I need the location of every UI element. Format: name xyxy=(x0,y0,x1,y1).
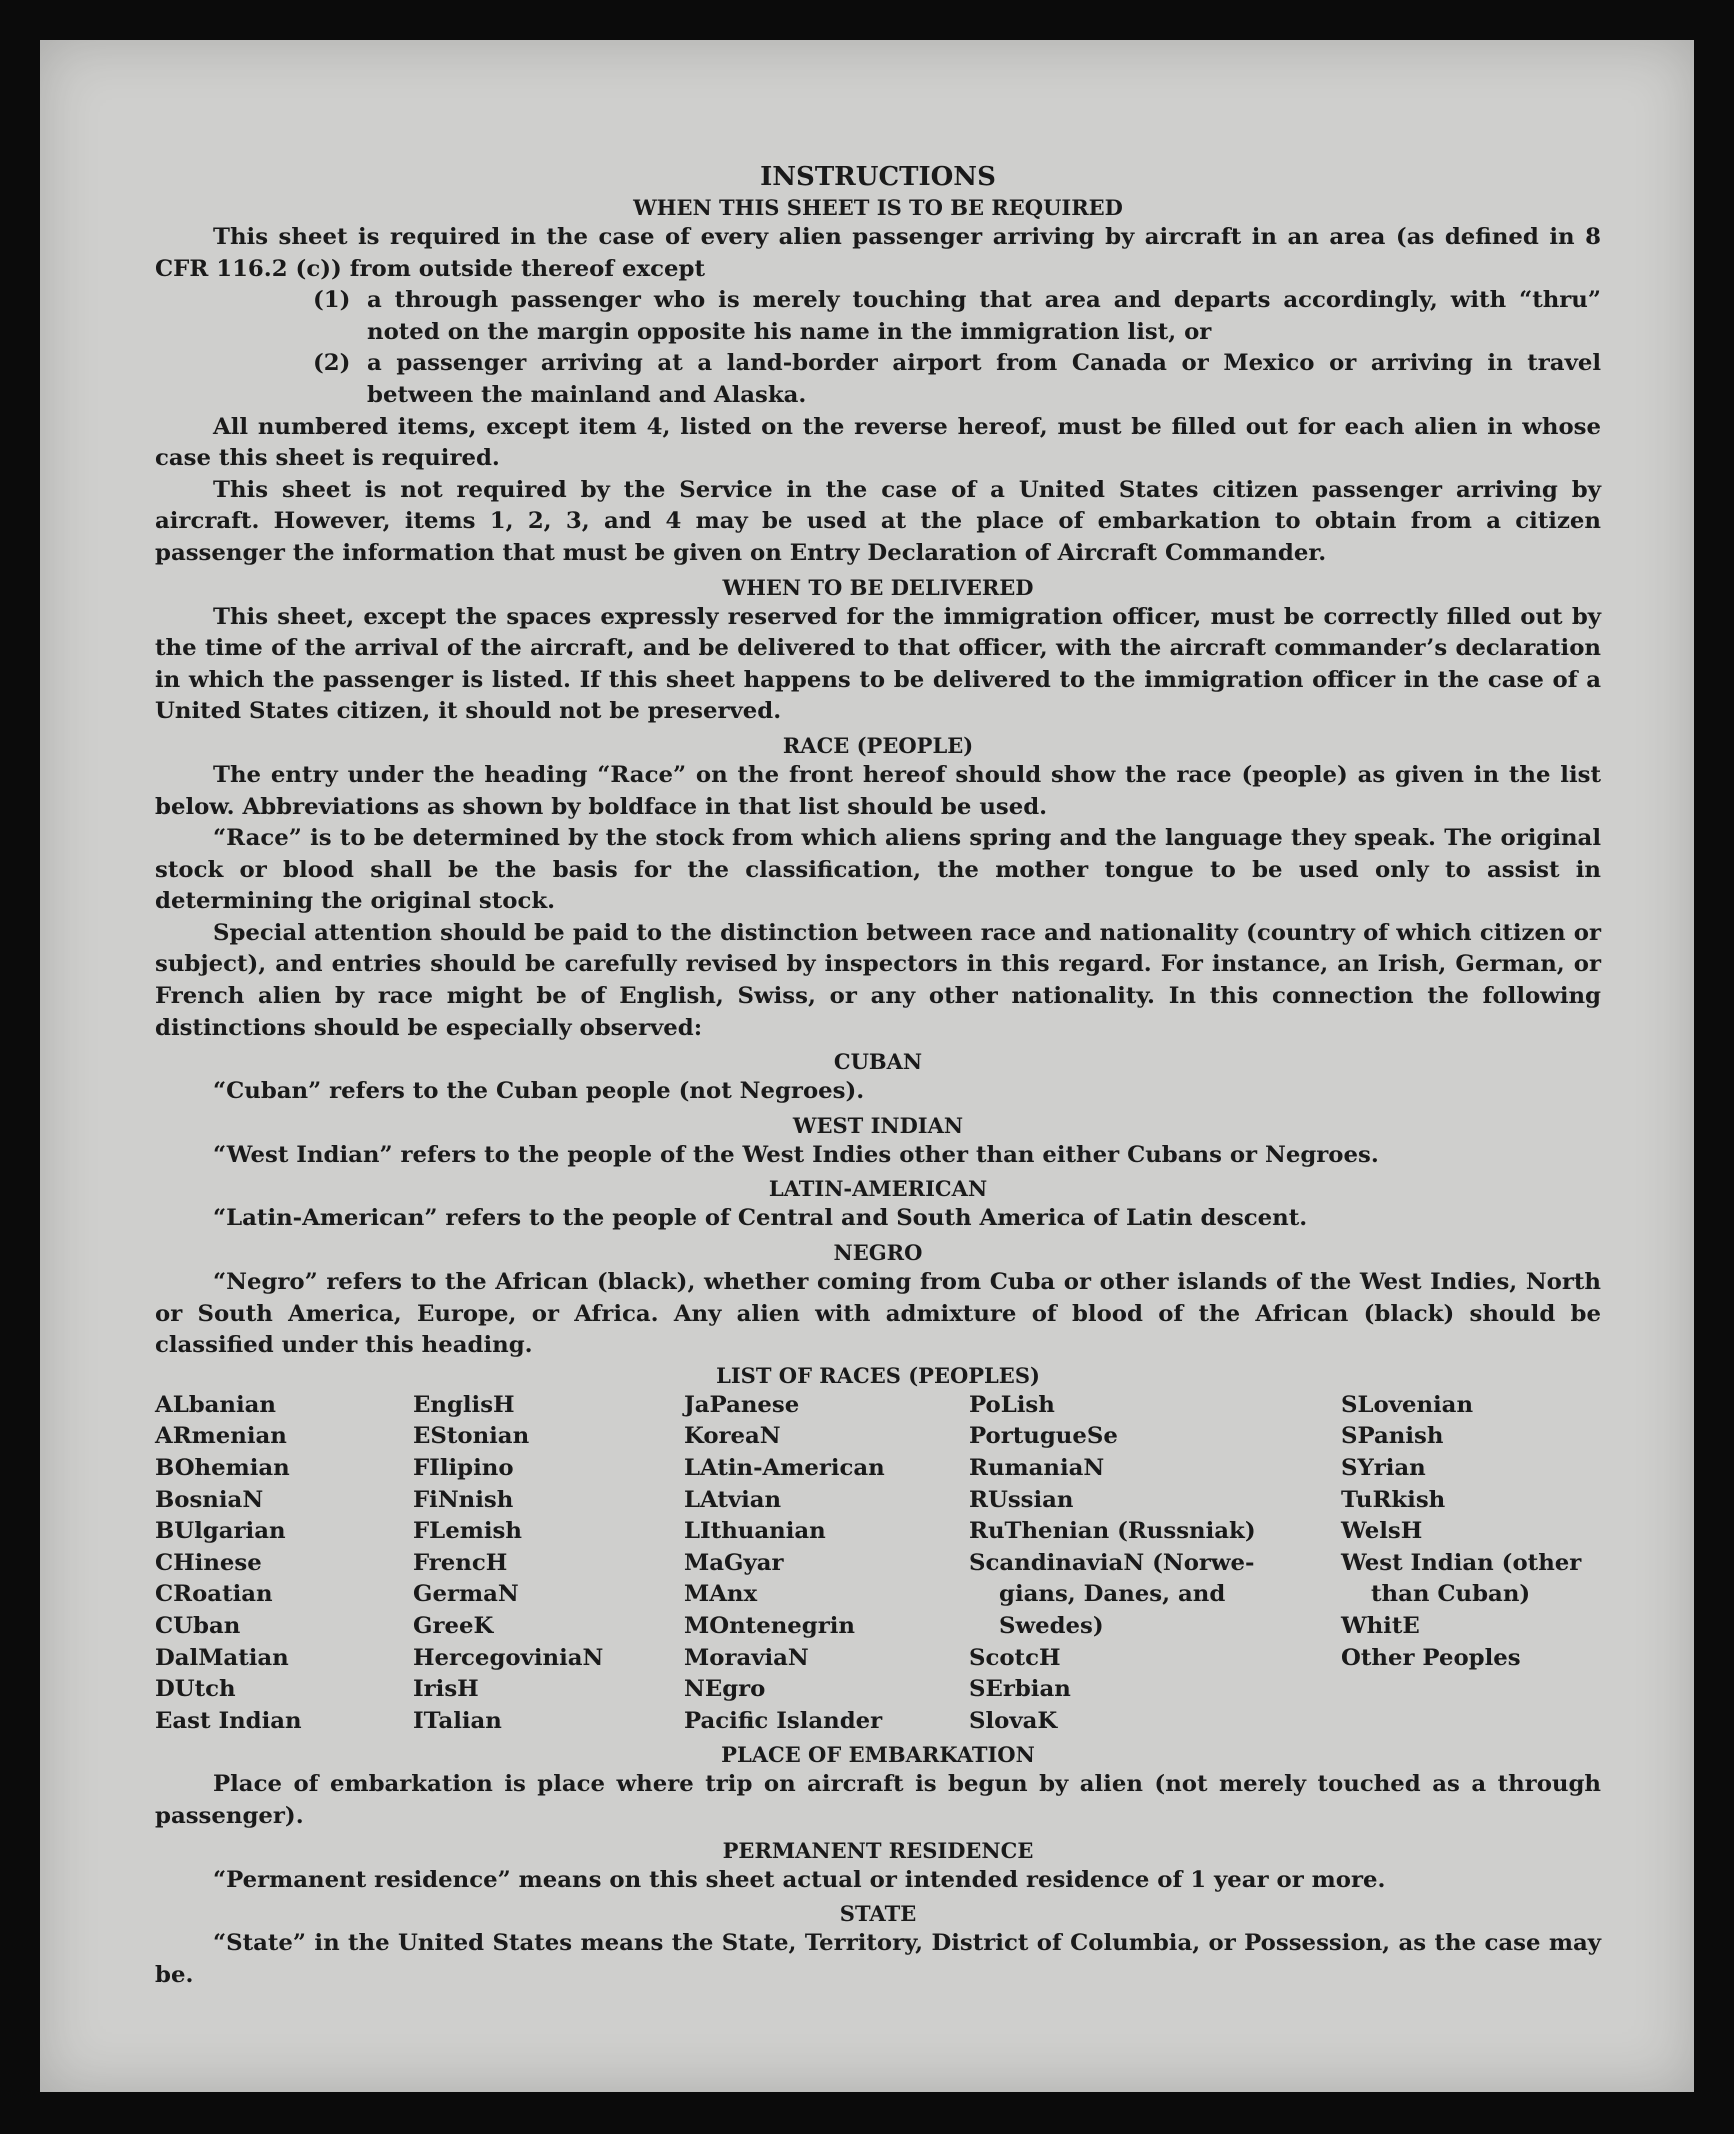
race-item: EStonian xyxy=(413,1423,530,1450)
heading-race: RACE (PEOPLE) xyxy=(782,732,974,758)
race-item-continued: than Cuban) xyxy=(1371,1581,1531,1608)
paragraph-when-delivered: This sheet, except the spaces expressly reserved for the immigration officer, must be correctly filled out by the time of the arrival of the aircraft, and be delivered to that officer, with the aircraft commander’s declaration in which the passenger is listed. If this sheet happens to be delivered to the immigration officer in the case of a United States citizen, it should not be preserved. xyxy=(155,603,1601,725)
race-item-continued: Swedes) xyxy=(999,1612,1104,1639)
race-list-column-1 xyxy=(155,1390,413,1738)
heading-west-indian: WEST INDIAN xyxy=(792,1112,964,1138)
race-item: East Indian xyxy=(155,1707,302,1734)
race-item: ITalian xyxy=(413,1707,502,1734)
race-item: ScandinaviaN (Norwe- xyxy=(969,1549,1255,1576)
exception-item-1 xyxy=(313,285,1601,348)
race-item: FIlipino xyxy=(413,1455,514,1481)
race-item: HercegoviniaN xyxy=(413,1644,604,1671)
heading-when-delivered: WHEN TO BE DELIVERED xyxy=(722,574,1034,600)
definition-latin-american: “Latin-American” refers to the people of Central and South America of Latin descent. xyxy=(213,1205,1308,1232)
race-item: GreeK xyxy=(413,1612,494,1639)
paragraph-when-required-intro: This sheet is required in the case of every alien passenger arriving by aircraft in an area (as defined in 8 CFR 116.2 (c)) from outside thereof except xyxy=(155,224,1601,282)
race-list-column-3 xyxy=(684,1390,969,1738)
race-item: RUssian xyxy=(969,1486,1074,1513)
race-item: KoreaN xyxy=(684,1423,781,1450)
race-list-column-2 xyxy=(413,1390,684,1738)
race-item-continued: gians, Danes, and xyxy=(999,1581,1226,1608)
race-item: LAtvian xyxy=(684,1486,782,1513)
heading-cuban: CUBAN xyxy=(833,1049,923,1075)
race-item: BOhemian xyxy=(155,1455,290,1481)
exception-item-text: a through passenger who is merely touching that area and departs accordingly, with “thru” noted on the margin opposite his name in the immigration list, or xyxy=(367,287,1601,345)
race-item: FiNnish xyxy=(413,1486,514,1513)
race-item: GermaN xyxy=(413,1581,519,1608)
race-item: TuRkish xyxy=(1341,1486,1446,1513)
document-sheet xyxy=(40,40,1694,2092)
heading-negro: NEGRO xyxy=(833,1240,923,1266)
race-item: BUlgarian xyxy=(155,1518,286,1545)
race-list-column-4 xyxy=(969,1390,1341,1738)
race-item: DUtch xyxy=(155,1676,236,1703)
paragraph-citizen-passenger: This sheet is not required by the Service in the case of a United States citizen passenger arriving by aircraft. However, items 1, 2, 3, and 4 may be used at the place of embarkation to obtain from a citizen passenger the information that must be given on Entry Declaration of Aircraft Commander. xyxy=(155,476,1601,566)
race-item: SYrian xyxy=(1341,1455,1426,1481)
race-item: EnglisH xyxy=(413,1391,515,1418)
paragraph-embarkation: Place of embarkation is place where trip on aircraft is begun by alien (not merely touched as a through passenger). xyxy=(155,1771,1601,1829)
heading-latin-american: LATIN-AMERICAN xyxy=(768,1176,988,1202)
race-list-column-5 xyxy=(1341,1390,1601,1738)
race-item: PortugueSe xyxy=(969,1423,1118,1450)
race-item: ARmenian xyxy=(155,1423,287,1450)
race-item: BosniaN xyxy=(155,1486,264,1513)
race-item: RuThenian (Russniak) xyxy=(969,1518,1256,1545)
paragraph-race-2: “Race” is to be determined by the stock from which aliens spring and the language they speak. The original stock or blood shall be the basis for the classification, the mother tongue to be used only to assist in determining the original stock. xyxy=(155,825,1601,915)
race-item: PoLish xyxy=(969,1391,1055,1418)
race-item: FLemish xyxy=(413,1518,522,1545)
race-item: NEgro xyxy=(684,1676,766,1703)
paragraph-state: “State” in the United States means the State, Territory, District of Columbia, or Possession, as the case may be. xyxy=(155,1930,1601,1988)
heading-permanent-residence: PERMANENT RESIDENCE xyxy=(722,1837,1034,1863)
race-item: ALbanian xyxy=(155,1391,277,1418)
race-item: WelsH xyxy=(1341,1518,1423,1545)
race-item: Pacific Islander xyxy=(684,1707,883,1734)
race-item: MoraviaN xyxy=(684,1644,809,1671)
race-item: LIthuanian xyxy=(684,1518,826,1545)
definition-negro: “Negro” refers to the African (black), whether coming from Cuba or other islands of the West Indies, North or South America, Europe, or Africa. Any alien with admixture of blood of the African (black) should be classified under this heading. xyxy=(155,1269,1601,1359)
exception-item-number: (1) xyxy=(313,287,351,314)
race-item: IrisH xyxy=(413,1676,479,1703)
race-item: WhitE xyxy=(1341,1612,1420,1639)
paragraph-race-3: Special attention should be paid to the distinction between race and nationality (country of which citizen or subject), and entries should be carefully revised by inspectors in this regard. For instance, an Irish, German, or French alien by race might be of English, Swiss, or any other nationality. In this connection the following distinctions should be especially observed: xyxy=(155,919,1601,1041)
heading-place-of-embarkation: PLACE OF EMBARKATION xyxy=(721,1742,1035,1768)
race-item: MaGyar xyxy=(684,1549,784,1576)
race-item: MOntenegrin xyxy=(684,1612,855,1639)
instructions-content xyxy=(155,160,1601,1991)
exception-item-2 xyxy=(313,348,1601,411)
race-item: LAtin-American xyxy=(684,1455,885,1481)
definition-west-indian: “West Indian” refers to the people of the West Indies other than either Cubans or Negroes. xyxy=(213,1141,1379,1168)
heading-when-required: WHEN THIS SHEET IS TO BE REQUIRED xyxy=(633,195,1123,220)
race-item: FrencH xyxy=(413,1549,508,1576)
race-item: SPanish xyxy=(1341,1423,1444,1450)
race-item: SLovenian xyxy=(1341,1391,1474,1418)
race-item: MAnx xyxy=(684,1581,758,1608)
race-item: SErbian xyxy=(969,1676,1071,1703)
race-item: CRoatian xyxy=(155,1581,273,1608)
heading-state: STATE xyxy=(839,1901,917,1927)
exception-item-number: (2) xyxy=(313,350,351,377)
race-item: DalMatian xyxy=(155,1644,289,1671)
race-item: JaPanese xyxy=(684,1391,800,1418)
race-item: ScotcH xyxy=(969,1644,1061,1671)
race-item: Other Peoples xyxy=(1341,1644,1521,1671)
race-item: CHinese xyxy=(155,1549,262,1576)
definition-cuban: “Cuban” refers to the Cuban people (not Negroes). xyxy=(213,1078,865,1105)
race-item: CUban xyxy=(155,1612,241,1639)
exception-item-text: a passenger arriving at a land-border airport from Canada or Mexico or arriving in travel between the mainland and Alaska. xyxy=(367,350,1601,408)
race-item: RumaniaN xyxy=(969,1455,1105,1481)
paragraph-race-1: The entry under the heading “Race” on the front hereof should show the race (people) as given in the list below. Abbreviations as shown by boldface in that list should be used. xyxy=(155,761,1601,820)
race-item: SlovaK xyxy=(969,1707,1058,1734)
race-item: West Indian (other xyxy=(1341,1549,1582,1576)
paragraph-numbered-items: All numbered items, except item 4, listed on the reverse hereof, must be filled out for each alien in whose case this sheet is required. xyxy=(155,413,1601,472)
page-title: INSTRUCTIONS xyxy=(760,162,996,192)
heading-list-of-races: LIST OF RACES (PEOPLES) xyxy=(716,1362,1040,1388)
race-list-table xyxy=(155,1390,1601,1738)
paragraph-permanent-residence: “Permanent residence” means on this sheet actual or intended residence of 1 year or more. xyxy=(213,1866,1386,1893)
